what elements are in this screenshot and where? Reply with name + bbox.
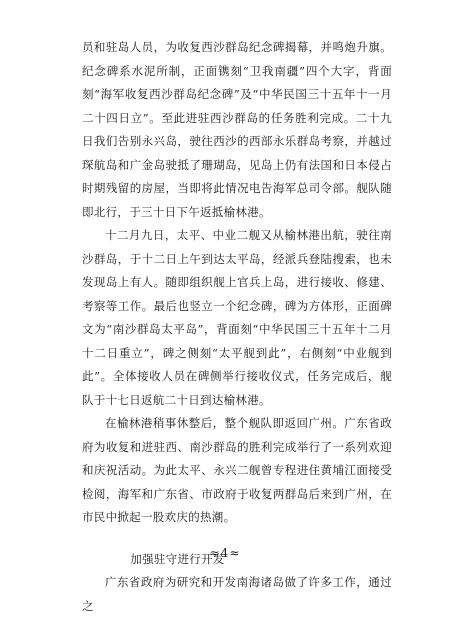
paragraph-1: 员和驻岛人员，为收复西沙群岛纪念碑揭幕，并鸣炮升旗。纪念碑系水泥所制，正面镌刻“卫我南疆”四个大字，背面刻“海军收复西沙群岛纪念碑”及“中华民国三十五年十一月二十四日立”。至此进驻西沙群岛的任务胜利完成。二十九日我们告别永兴岛，驶往西沙的西部永乐群岛考察，并越过琛航岛和广金岛驶抵了珊瑚岛，见岛上仍有法国和日本侵占时期残留的房屋，当即将此情况电告海军总司令部。舰队随即北行，于三十日下午返抵榆林港。 [82, 40, 392, 219]
section-paragraph: 广东省政府为研究和开发南海诸岛做了许多工作，通过之 [82, 575, 392, 613]
paragraph-3: 在榆林港稍事休整后，整个舰队即返回广州。广东省政府为收复和进驻西、南沙群岛的胜利完成举行了一系列欢迎和庆祝活动。为此太平、永兴二舰曾专程进住黄埔江面接受检阅，海军和广东省、市政府于收复两群岛后来到广州，在市民中掀起一股欢庆的热潮。 [82, 416, 392, 524]
section-heading: 加强驻守进行开发 [130, 551, 225, 566]
page-number: ≈4≈ [209, 546, 241, 560]
paragraph-2: 十二月九日，太平、中业二舰又从榆林港出航，驶往南沙群岛，于十二日上午到达太平岛，经派兵登陆搜索，也未发现岛上有人。随即组织舰上官兵上岛，进行接收、修建、考察等工作。最后也竖立一个纪念碑，碑为方体形，正面碑文为“南沙群岛太平岛”，背面刻“中华民国三十五年十二月十二日重立”，碑之侧刻“太平舰到此”，右侧刻“中业舰到此”。全体接收人员在碑侧举行接收仪式，任务完成后，舰队于十七日返航二十日到达榆林港。 [82, 228, 392, 407]
